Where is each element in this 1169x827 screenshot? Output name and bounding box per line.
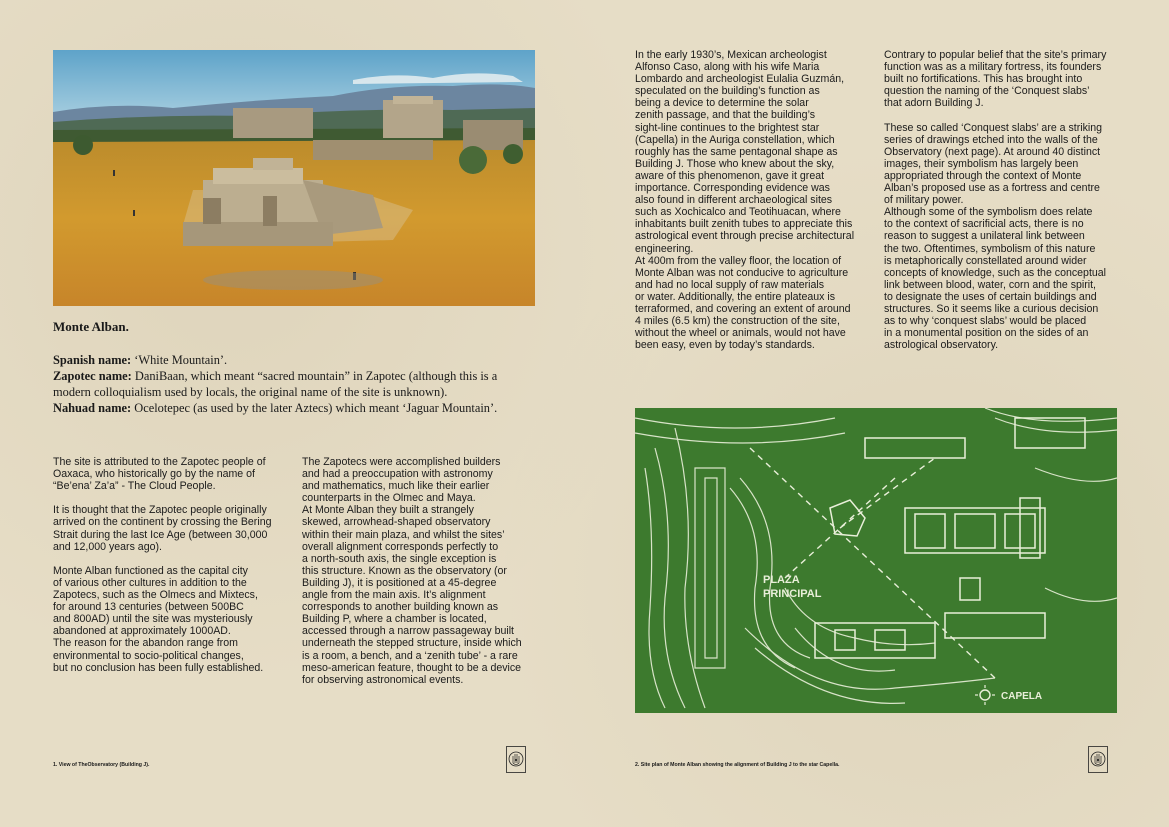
footnote-2: 2. Site plan of Monte Alban showing the alignment of Building J to the star Capella. — [635, 762, 840, 768]
zapotec-name-value: DaniBaan, which meant “sacred mountain” in Zapotec (although this is a modern colloquialism used by locals, the original name of the site is unknown). — [53, 369, 498, 399]
hamsa-logo-icon — [506, 746, 526, 773]
zapotec-name-label: Zapotec name: — [53, 369, 132, 383]
site-title: Monte Alban. — [53, 319, 129, 334]
hamsa-logo-icon-right — [1088, 746, 1108, 773]
observatory-photo — [53, 50, 535, 306]
right-column-1: In the early 1930’s, Mexican archeologist Alfonso Caso, along with his wife Maria Lombardo and archeologist Eulalia Guzmán, speculated on the building’s function as being a device to determine the solar zenith passage, and that the building’s sight-line continues to the brightest star (Capella) in the Auriga constellation, which roughly has the same pentagonal shape as Building J. Those who knew about the sky, aware of this phenomenon, gave it great importance. Corresponding evidence was also found in different archaeological sites such as Xochicalco and Teotihuacan, where inhabitants built zenith tubes to appreciate this astrological event through precise architectural engineering. At 400m from the valley floor, the location of Monte Alban was not conducive to agriculture and had no local supply of raw materials or water. Additionally, the entire plateaux is terraformed, and covering an extent of around 4 miles (6.5 km) the construction of the site, without the wheel or animals, would not have been easy, even by today’s standards. — [635, 49, 855, 352]
footnote-1: 1. View of TheObservatory (Building J). — [53, 762, 150, 768]
spanish-name-row — [53, 352, 533, 368]
nahuad-name-label: Nahuad name: — [53, 401, 132, 415]
map-label-capela: CAPELA — [1001, 691, 1043, 702]
site-plan-map — [635, 408, 1117, 713]
zapotec-name-row — [53, 368, 533, 400]
map-label-plaza: PLAZA — [763, 574, 800, 586]
left-column-1: The site is attributed to the Zapotec people of Oaxaca, who historically go by the name of “Be’ena’ Za’a” - The Cloud People. It is thought that the Zapotec people originally arrived on the continent by crossing the Bering Strait during the last Ice Age (between 30,000 and 12,000 years ago). Monte Alban functioned as the capital city of various other cultures in addition to the Zapotecs, such as the Olmecs and Mixtecs, for around 13 centuries (between 500BC and 800AD) until the site was mysteriously abandoned at approximately 1000AD. The reason for the abandon range from environmental to socio-political changes, but no conclusion has been fully established. — [53, 456, 272, 674]
nahuad-name-value: Ocelotepec (as used by the later Aztecs) which meant ‘Jaguar Mountain’. — [131, 401, 498, 415]
names-block — [53, 352, 533, 416]
left-column-2: The Zapotecs were accomplished builders and had a preoccupation with astronomy and mathematics, much like their earlier counterparts in the Olmec and Maya. At Monte Alban they built a strangely skewed, arrowhead-shaped observatory within their main plaza, and whilst the sites’ overall alignment corresponds perfectly to a north-south axis, the single exception is this structure. Known as the observatory (or Building J), it is positioned at a 45-degree angle from the main axis. It’s alignment corresponds to another building known as Building P, where a chamber is located, accessed through a narrow passageway built underneath the stepped structure, inside which is a room, a bench, and a ‘zenith tube’ - a rare meso-american feature, thought to be a device for observing astronomical events. — [302, 456, 522, 686]
spanish-name-value: ‘White Mountain’. — [131, 353, 228, 367]
map-label-principal: PRINCIPAL — [763, 588, 822, 600]
nahuad-name-row — [53, 400, 533, 416]
right-column-2: Contrary to popular belief that the site’s primary function was as a military fortress, its founders built no fortifications. This has brought into question the naming of the ‘Conquest slabs’ that adorn Building J. These so called ‘Conquest slabs’ are a striking series of drawings etched into the walls of the Observatory (next page). At around 40 distinct images, their symbolism has largely been appropriated through the context of Monte Alban’s proposed use as a fortress and centre of military power. Although some of the symbolism does relate to the context of sacrificial acts, there is no reason to suggest a unilateral link between the two. Oftentimes, symbolism of this nature is metaphorically constellated around wider concepts of knowledge, such as the conceptual link between blood, water, corn and the spirit, to designate the uses of certain buildings and structures. So it seems like a curious decision as to why ‘conquest slabs’ would be placed in a monumental position on the sides of an astrological observatory. — [884, 49, 1107, 352]
spanish-name-label: Spanish name: — [53, 353, 132, 367]
